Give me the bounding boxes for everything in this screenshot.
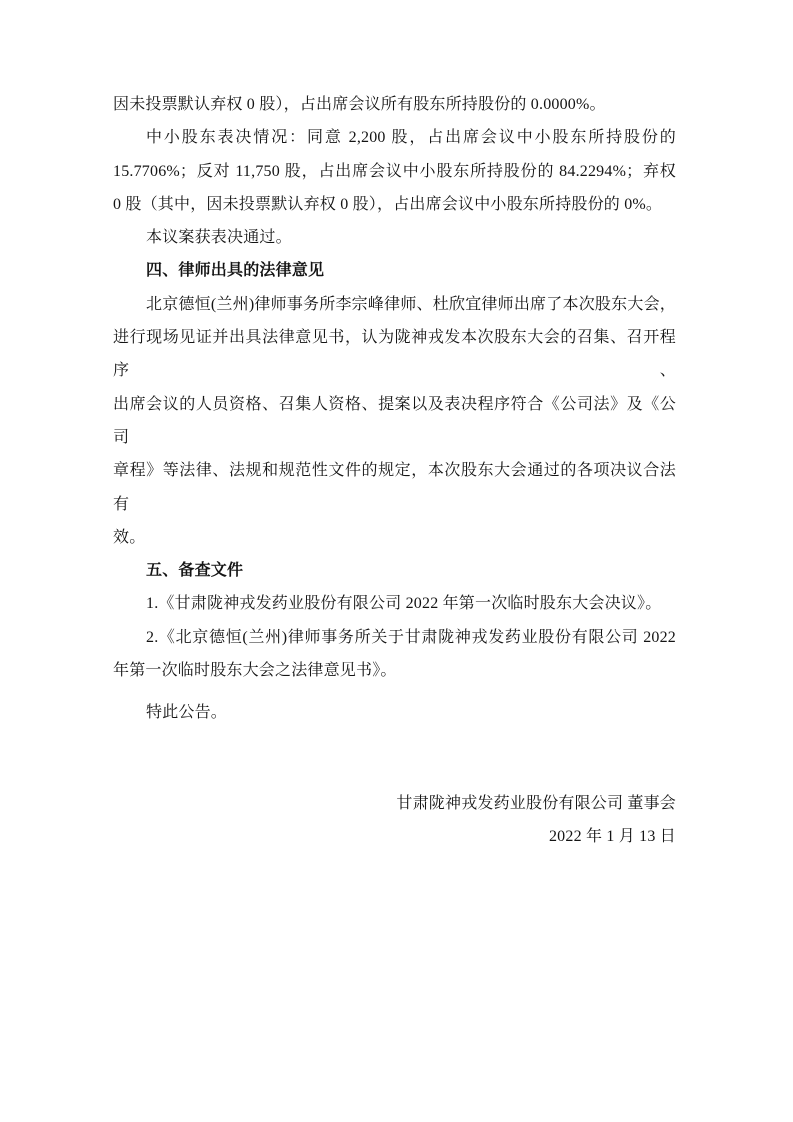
body-line-doc-item-2: 2.《北京德恒(兰州)律师事务所关于甘肃陇神戎发药业股份有限公司 2022 [146, 628, 676, 646]
body-line-lawyers-attended: 北京德恒(兰州)律师事务所李宗峰律师、杜欣宜律师出席了本次股东大会， [146, 295, 676, 313]
section-heading-reference-documents: 五、备查文件 [146, 562, 244, 580]
body-line-qualifications: 出席会议的人员资格、召集人资格、提案以及表决程序符合《公司法》及《公司 [113, 395, 676, 446]
body-line-doc-item-1: 1.《甘肃陇神戎发药业股份有限公司 2022 年第一次临时股东大会决议》。 [146, 595, 662, 613]
body-line-valid: 效。 [113, 528, 146, 546]
closing-statement: 特此公告。 [146, 704, 228, 722]
body-line-resolution-passed: 本议案获表决通过。 [146, 229, 292, 247]
body-line-abstain: 0 股（其中，因未投票默认弃权 0 股），占出席会议中小股东所持股份的 0%。 [113, 195, 663, 213]
blank-gap-small [113, 687, 676, 696]
signature-date: 2022 年 1 月 13 日 [548, 827, 676, 845]
section-heading-legal-opinion: 四、律师出具的法律意见 [146, 262, 325, 280]
blank-gap-large [113, 730, 676, 787]
body-line-regulations: 章程》等法律、法规和规范性文件的规定，本次股东大会通过的各项决议合法有 [113, 462, 676, 513]
body-line-doc-item-2-cont: 年第一次临时股东大会之法律意见书》。 [113, 662, 397, 680]
body-line-continuation: 因未投票默认弃权 0 股），占出席会议所有股东所持股份的 0.0000%。 [113, 96, 606, 113]
signature-company: 甘肃陇神戎发药业股份有限公司 董事会 [396, 794, 676, 812]
document-body [113, 88, 676, 853]
body-line-vote-percentages: 15.7706%；反对 11,750 股，占出席会议中小股东所持股份的 84.2294%；弃权 [113, 162, 676, 180]
body-line-minor-shareholders: 中小股东表决情况：同意 2,200 股，占出席会议中小股东所持股份的 [146, 129, 676, 147]
body-line-witness-opinion: 进行现场见证并出具法律意见书，认为陇神戎发本次股东大会的召集、召开程序、 [113, 329, 676, 380]
